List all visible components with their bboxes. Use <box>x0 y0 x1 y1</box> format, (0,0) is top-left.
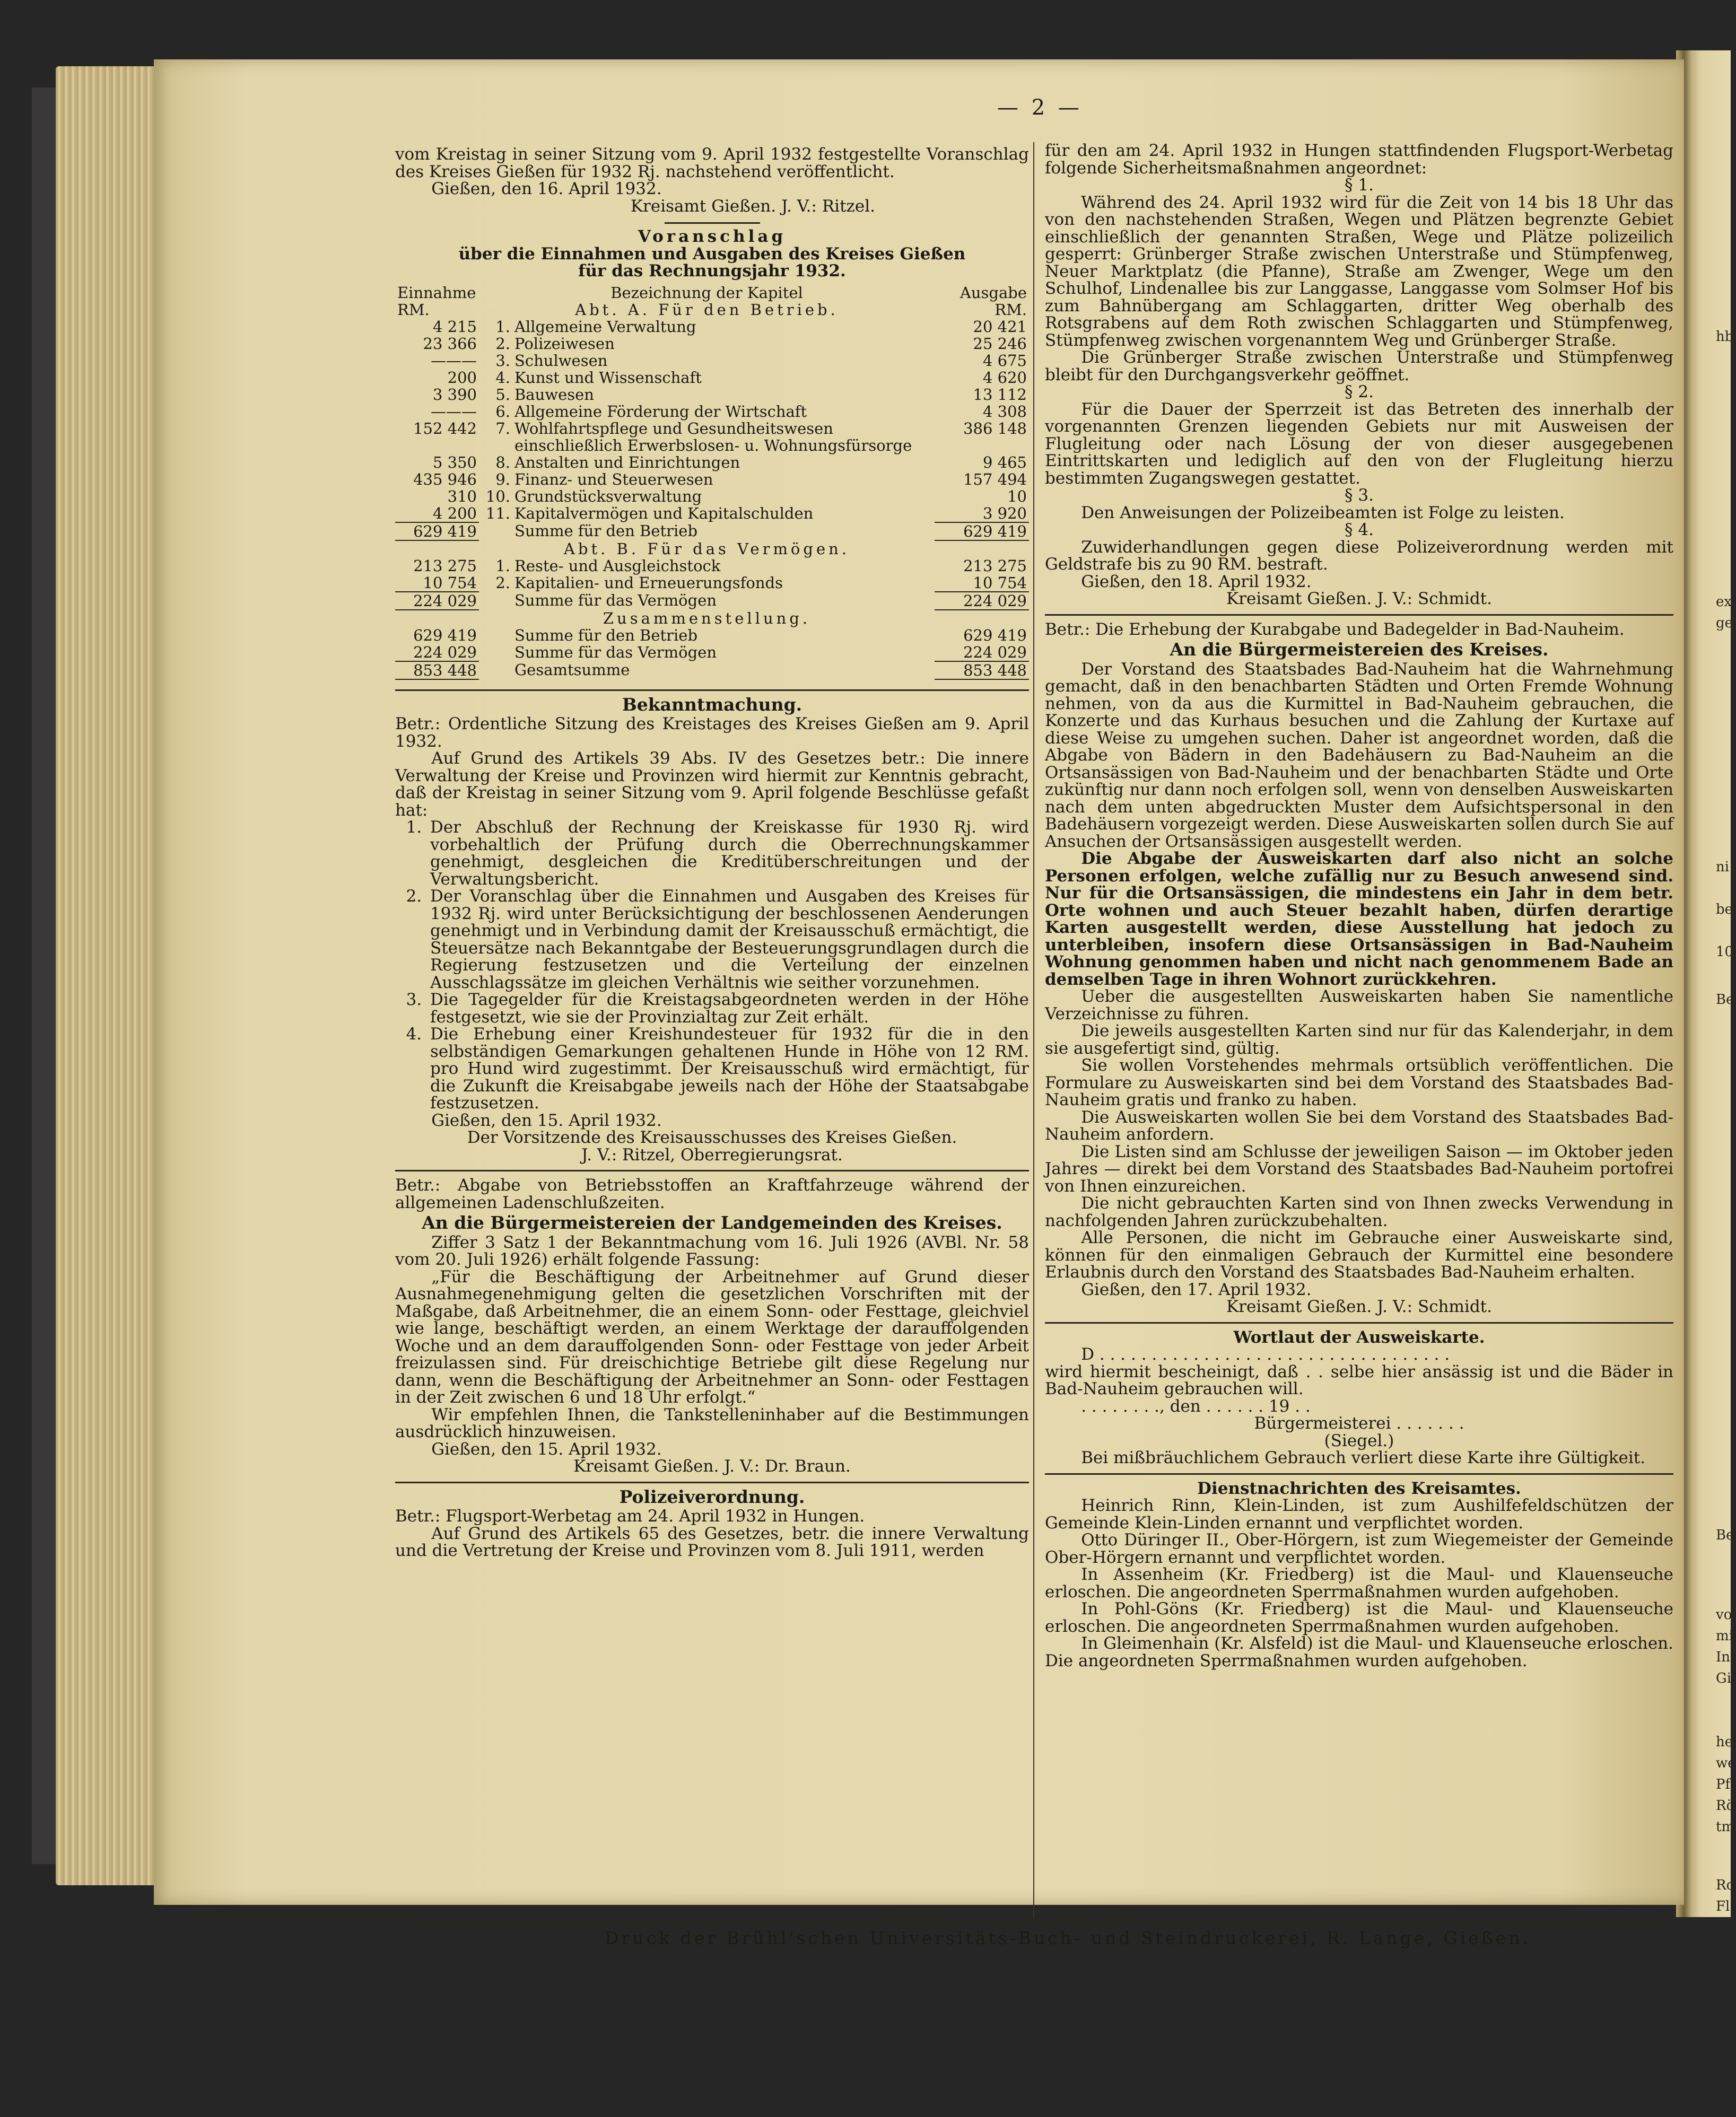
chapter-number: 6. <box>495 402 510 421</box>
facing-page-fragment: vo <box>1716 1607 1732 1623</box>
col-header-ausgabe: Ausgabe <box>959 283 1027 302</box>
list-item: 4. Die Erhebung einer Kreishundesteuer für 1932 für die in den selbständigen Gemarkungen gehaltenen Hunde in Höhe von 12 RM. pro Hund wird zugestimmt. Der Kreisausschuß wird ermächtigt, für die Zukunft die Kreisabgabe jeweils nach der Höhe der Staatsabgabe festzusetzen. <box>427 1026 1029 1112</box>
table-row <box>395 661 1029 679</box>
budget-table <box>395 284 1029 680</box>
bekanntmachung-title: Bekanntmachung. <box>622 694 802 715</box>
chapter-label: Polizeiwesen <box>514 334 615 353</box>
total-label: Gesamtsumme <box>514 660 630 679</box>
einnahme-cell: 10 754 <box>395 574 479 592</box>
total-cell: 853 448 <box>935 661 1029 679</box>
sum-label: Summe für den Betrieb <box>514 521 698 540</box>
facing-page-fragment: Gi <box>1716 1670 1732 1686</box>
ausweiskarte-line: Bei mißbräuchlichem Gebrauch verliert diese Karte ihre Gültigkeit. <box>1081 1448 1646 1467</box>
einnahme-cell: ——— <box>431 351 477 370</box>
section-b-rows <box>395 557 1029 592</box>
table-row <box>395 522 1029 540</box>
dienstnachrichten-item: In Gleimenhain (Kr. Alsfeld) ist die Maul- und Klauenseuche erloschen. Die angeordneten Sperrmaßnahmen wurden aufgehoben. <box>1045 1634 1673 1670</box>
page-number: — 2 — <box>997 95 1083 120</box>
einnahme-cell: 310 <box>447 487 477 505</box>
kurabgabe-title: An die Bürgermeistereien des Kreises. <box>1170 639 1549 660</box>
kurabgabe-paragraph: Die nicht gebrauchten Karten sind von Ihnen zwecks Verwendung in nachfolgenden Jahren zurückzubehalten. <box>1045 1194 1673 1230</box>
ausgabe-cell: 10 754 <box>935 574 1029 592</box>
einnahme-cell: 435 946 <box>413 470 477 488</box>
ausgabe-cell: 386 148 <box>963 419 1027 438</box>
chapter-label: Allgemeine Verwaltung <box>514 317 696 336</box>
bekanntmachung-betr: Betr.: Ordentliche Sitzung des Kreistages des Kreises Gießen am 9. April 1932. <box>395 714 1029 751</box>
paragraph-1-text: Während des 24. April 1932 wird für die Zeit von 14 bis 18 Uhr das von den nachstehenden Straßen, Wegen und Plätzen begrenzte Gebiet einschließlich der genannten Straßen, Wege und Plätze polizeilich gesperrt: Grünberger Straße zwischen Unterstraße und Stümpfenweg, Neuer Marktplatz (die Pfanne), Straße am Zwenger, Wege um den Schulhof, Lindenallee bis zur Langgasse, Langgasse vom Solmser Hof bis zum Bahnübergang am Schlaggarten, dritter Weg oberhalb des Rotsgrabens auf dem Roth zwischen Schlaggarten und Stümpfenweg, Stümpfenweg zwischen vorgenanntem Weg und Grünberger Straße. <box>1045 193 1673 350</box>
facing-page-fragment: Fl <box>1716 1899 1730 1914</box>
sum-cell: 629 419 <box>935 522 1029 540</box>
ausweiskarte-seal: (Siegel.) <box>1324 1431 1394 1450</box>
facing-page-fragment: mi <box>1716 1628 1733 1644</box>
list-item: 2. Der Voranschlag über die Einnahmen und Ausgaben des Kreises für 1932 Rj. wird unter Berücksichtigung der beschlossenen Aenderungen genehmigt und in Verbindung damit der Kreisausschuß ermächtigt, die Steuersätze nach Bekanntgabe der Besteuerungsgrundlagen durch die Regierung festzusetzen und die Verteilung der einzelnen Ausschlagssätze im gleichen Verhältnis wie seither vorzunehmen. <box>427 888 1029 991</box>
ausweiskarte-line: wird hiermit bescheinigt, daß . . selbe hier ansässig ist und die Bäder in Bad-Nauheim gebrauchen will. <box>1045 1362 1673 1398</box>
ausgabe-cell: 13 112 <box>973 385 1027 404</box>
einnahme-cell: 629 419 <box>413 626 477 644</box>
ausgabe-cell: 9 465 <box>982 453 1027 471</box>
table-row <box>395 420 1029 454</box>
printer-imprint: Druck der Brühl'schen Universitäts-Buch- und Steindruckerei, R. Lange, Gießen. <box>605 1928 1531 1948</box>
chapter-label: Wohlfahrtspflege und Gesundheitswesen einschließlich Erwerbslosen- u. Wohnungsfürsorge <box>514 419 912 454</box>
chapter-label: Kapitalvermögen und Kapitalschulden <box>514 504 814 522</box>
polizeiverordnung-place-date: Gießen, den 18. April 1932. <box>1081 572 1312 591</box>
summary-heading: Zusammenstellung. <box>603 609 811 627</box>
einnahme-cell: 224 029 <box>395 644 479 661</box>
ausweiskarte-line: Bürgermeisterei . . . . . . . <box>1254 1414 1464 1433</box>
ausgabe-cell: 157 494 <box>963 470 1027 488</box>
table-row <box>395 488 1029 505</box>
kurabgabe-paragraph: Die jeweils ausgestellten Karten sind nur für das Kalenderjahr, in dem sie ausgefertigt sind, gültig. <box>1045 1021 1673 1058</box>
chapter-number <box>479 627 512 644</box>
ausgabe-cell: 629 419 <box>963 626 1027 644</box>
budget-title: Voranschlag <box>638 227 787 246</box>
chapter-number: 4. <box>495 368 510 387</box>
einnahme-cell: 3 390 <box>432 385 477 404</box>
chapter-label: Kunst und Wissenschaft <box>514 368 702 387</box>
left-column <box>395 146 1029 1560</box>
chapter-label: Reste- und Ausgleichstock <box>514 556 721 575</box>
sum-cell: 224 029 <box>935 592 1029 610</box>
paragraph-3-heading: § 3. <box>1345 486 1374 505</box>
table-row <box>395 335 1029 352</box>
facing-page-fragment: Rö <box>1716 1798 1735 1814</box>
polizeiverordnung-text: Auf Grund des Artikels 65 des Gesetzes, betr. die innere Verwaltung und die Vertretung der Kreise und Provinzen vom 8. Juli 1911, werden <box>395 1524 1029 1560</box>
einnahme-cell: 5 350 <box>432 453 477 471</box>
chapter-label: Kapitalien- und Erneuerungsfonds <box>514 573 783 592</box>
table-row <box>395 644 1029 661</box>
chapter-number: 1. <box>495 317 510 336</box>
section-a-rows <box>395 318 1029 522</box>
paragraph-1-text-2: Die Grünberger Straße zwischen Unterstraße und Stümpfenweg bleibt für den Durchgangsverkehr geöffnet. <box>1045 348 1673 384</box>
kurabgabe-paragraph: Die Abgabe der Ausweiskarten darf also nicht an solche Personen erfolgen, welche zufällig nur zu Besuch anwesend sind. Nur für die Ortsansässigen, die mindestens ein Jahr in dem betr. Orte wohnen und auch Steuer bezahlt haben, dürfen derartige Karten ausgestellt werden, diese Ausstellung hat jedoch zu unterbleiben, insofern diese Ortsansässigen in Bad-Nauheim Wohnung genommen haben und nicht nach genommenem Bade an demselben Tage in ihren Wohnort zurückkehren. <box>1045 849 1673 989</box>
table-row <box>395 454 1029 471</box>
table-row <box>395 369 1029 386</box>
einnahme-cell: 152 442 <box>413 419 477 438</box>
chapter-label: Grundstücksverwaltung <box>514 487 702 505</box>
kurabgabe-paragraph: Sie wollen Vorstehendes mehrmals ortsüblich veröffentlichen. Die Formulare zu Ausweiskarten sind bei dem Vorstand des Staatsbades Bad-Nauheim gratis und franko zu haben. <box>1045 1056 1673 1109</box>
chapter-number: 1. <box>495 556 510 575</box>
paragraph-2-heading: § 2. <box>1345 382 1374 401</box>
bekanntmachung-signature-2: J. V.: Ritzel, Oberregierungsrat. <box>581 1145 843 1165</box>
section-a-heading: Abt. A. Für den Betrieb. <box>575 300 839 319</box>
facing-page-fragment: Ro <box>1716 1877 1735 1893</box>
dienstnachrichten-item: In Assenheim (Kr. Friedberg) ist die Maul- und Klauenseuche erloschen. Die angeordneten Sperrmaßnahmen wurden aufgehoben. <box>1045 1565 1673 1602</box>
polizeiverordnung-continued: für den am 24. April 1932 in Hungen stattfindenden Flugsport-Werbetag folgende Sicherheitsmaßnahmen angeordnet: <box>1045 141 1673 178</box>
chapter-label: Finanz- und Steuerwesen <box>514 470 713 488</box>
polizeiverordnung-betr: Betr.: Flugsport-Werbetag am 24. April 1932 in Hungen. <box>395 1507 865 1526</box>
facing-page-fragment: ge <box>1716 615 1733 631</box>
table-row <box>395 352 1029 369</box>
facing-page-fragment: Pf <box>1716 1777 1731 1792</box>
ausgabe-cell: 3 920 <box>982 504 1027 522</box>
separator <box>395 689 1029 691</box>
facing-page-fragment: tm <box>1716 1819 1735 1835</box>
chapter-number: 8. <box>495 453 510 471</box>
table-row <box>395 403 1029 420</box>
einnahme-cell: 200 <box>447 368 477 387</box>
list-item: 3. Die Tagegelder für die Kreistagsabgeordneten werden in der Höhe festgesetzt, wie sie der Provinzialtag zur Zeit erhält. <box>427 991 1029 1026</box>
facing-page-fragment: Be <box>1716 1527 1734 1543</box>
betriebsstoffe-signature: Kreisamt Gießen. J. V.: Dr. Braun. <box>573 1457 851 1476</box>
chapter-label: Allgemeine Förderung der Wirtschaft <box>514 402 807 421</box>
chapter-label: Anstalten und Einrichtungen <box>514 453 740 471</box>
ausweiskarte-line: . . . . . . . ., den . . . . . . 19 . . <box>1081 1396 1311 1416</box>
ausweiskarte-line: D . . . . . . . . . . . . . . . . . . . . . . . . . . . . . . . . . . <box>1081 1345 1450 1364</box>
intro-signature: Kreisamt Gießen. J. V.: Ritzel. <box>630 196 875 216</box>
facing-page-fragment: 10 <box>1716 944 1734 960</box>
facing-page-fragment: he <box>1716 1734 1733 1750</box>
bekanntmachung-text: Auf Grund des Artikels 39 Abs. IV des Gesetzes betr.: Die innere Verwaltung der Kreise und Provinzen wird hiermit zur Kenntnis gebracht, daß der Kreistag in seiner Sitzung vom 9. April folgende Beschlüsse gefaßt hat: <box>395 749 1029 820</box>
resolutions-list <box>395 819 1029 1112</box>
sum-cell: 629 419 <box>395 522 479 540</box>
kurabgabe-paragraph: Der Vorstand des Staatsbades Bad-Nauheim hat die Wahrnehmung gemacht, daß in den benachbarten Städten und Orten Fremde Wohnung nehmen, von da aus die Kurmittel in Bad-Nauheim gebrauchen, die Konzerte und das Kurhaus besuchen und die Zahlung der Kurtaxe auf diese Weise zu umgehen suchen. Daher ist angeordnet worden, daß die Abgabe von Bädern in den Badehäusern zu Bad-Nauheim an die Ortsansässigen von Bad-Nauheim und der benachbarten Städte und Orte zukünftig nur dann noch erfolgen soll, wenn von denselben Ausweiskarten nach dem unten abgedruckten Muster dem Aufsichtspersonal in den Badehäusern vorgezeigt werden. Diese Ausweiskarten sollen durch Sie auf Ansuchen der Ortsansässigen ausgestellt werden. <box>1045 659 1673 851</box>
ausgabe-cell: 20 421 <box>973 317 1027 336</box>
dienstnachrichten-title: Dienstnachrichten des Kreisamtes. <box>1197 1479 1521 1498</box>
ausgabe-cell: 4 620 <box>982 368 1027 387</box>
ausgabe-cell: 25 246 <box>973 334 1027 353</box>
kurabgabe-paragraph: Die Ausweiskarten wollen Sie bei dem Vorstand des Staatsbades Bad-Nauheim anfordern. <box>1045 1107 1673 1144</box>
separator <box>1045 1473 1673 1475</box>
facing-page-fragment: hb <box>1716 329 1734 345</box>
ausgabe-cell: 224 029 <box>935 644 1029 661</box>
col-header-einnahme: Einnahme <box>397 283 476 302</box>
betriebsstoffe-text-1: Ziffer 3 Satz 1 der Bekanntmachung vom 16. Juli 1926 (AVBl. Nr. 58 vom 20. Juli 1926) erhält folgende Fassung: <box>395 1232 1029 1269</box>
chapter-number: 10. <box>485 487 510 505</box>
kurabgabe-place-date: Gießen, den 17. April 1932. <box>1081 1280 1312 1299</box>
kurabgabe-signature: Kreisamt Gießen. J. V.: Schmidt. <box>1226 1297 1492 1316</box>
chapter-number: 3. <box>495 351 510 370</box>
unit-label: RM. <box>397 300 430 319</box>
table-row <box>395 505 1029 522</box>
budget-subtitle-2: für das Rechnungsjahr 1932. <box>578 261 846 281</box>
chapter-label: Summe für den Betrieb <box>514 626 698 644</box>
facing-page-fragment: be <box>1716 902 1733 917</box>
betriebsstoffe-text-2: Wir empfehlen Ihnen, die Tankstelleninhaber auf die Bestimmungen ausdrücklich hinzuweisen. <box>395 1405 1029 1441</box>
ausgabe-cell: 4 675 <box>982 351 1027 370</box>
sum-cell: 224 029 <box>395 592 479 610</box>
paragraph-1-heading: § 1. <box>1345 176 1374 195</box>
sum-label: Summe für das Vermögen <box>514 591 717 609</box>
ausgabe-cell: 10 <box>1007 487 1027 505</box>
ausgabe-cell: 4 308 <box>982 402 1027 421</box>
separator <box>395 1482 1029 1483</box>
page-stack-edge <box>56 66 156 1885</box>
einnahme-cell: 23 366 <box>423 334 477 353</box>
chapter-number: 11. <box>485 504 510 522</box>
chapter-number: 5. <box>495 385 510 404</box>
total-cell: 853 448 <box>395 661 479 679</box>
column-rule <box>1033 142 1034 1919</box>
table-row <box>395 557 1029 574</box>
separator <box>665 222 760 224</box>
right-column <box>1045 142 1673 1669</box>
bekanntmachung-signature-1: Der Vorsitzende des Kreisausschusses des Kreises Gießen. <box>467 1128 957 1147</box>
paragraph-4-heading: § 4. <box>1345 520 1374 539</box>
unit-label: RM. <box>995 300 1027 319</box>
separator <box>1045 1322 1673 1324</box>
facing-page-fragment: In <box>1716 1649 1731 1665</box>
chapter-number: 2. <box>495 573 510 592</box>
einnahme-cell: 4 215 <box>432 317 477 336</box>
kurabgabe-betr: Betr.: Die Erhebung der Kurabgabe und Badegelder in Bad-Nauheim. <box>1045 619 1625 639</box>
footer-rule <box>408 1920 1673 1921</box>
list-item: 1. Der Abschluß der Rechnung der Kreiskasse für 1930 Rj. wird vorbehaltlich der Prüfung durch die Oberrechnungskammer genehmigt, desgleichen die Kreditüberschreitungen und der Verwaltungsbericht. <box>427 819 1029 888</box>
chapter-label: Schulwesen <box>514 351 608 370</box>
separator <box>1045 614 1673 616</box>
intro-place-date: Gießen, den 16. April 1932. <box>431 179 662 198</box>
section-b-heading: Abt. B. Für das Vermögen. <box>563 539 850 558</box>
budget-subtitle-1: über die Einnahmen und Ausgaben des Kreises Gießen <box>458 244 966 264</box>
paragraph-2-text: Für die Dauer der Sperrzeit ist das Betreten des innerhalb der vorgenannten Grenzen liegenden Gebiets nur mit Ausweisen der Flugleitung oder nach Lösung der von dieser ausgegebenen Eintrittskarten und lediglich auf den von der Flugleitung hierzu bestimmten Zugangswegen gestattet. <box>1045 399 1673 488</box>
summary-rows <box>395 627 1029 661</box>
table-row <box>395 627 1029 644</box>
polizeiverordnung-title: Polizeiverordnung. <box>619 1486 805 1507</box>
kurabgabe-paragraph: Die Listen sind am Schlusse der jeweiligen Saison — im Oktober jeden Jahres — direkt bei dem Vorstand des Staatsbades Bad-Nauheim portofrei von Ihnen einzureichen. <box>1045 1142 1673 1196</box>
dienstnachrichten-item: Heinrich Rinn, Klein-Linden, ist zum Aushilfefeldschützen der Gemeinde Klein-Linden ernannt und verpflichtet worden. <box>1045 1496 1673 1533</box>
kurabgabe-paragraph: Ueber die ausgestellten Ausweiskarten haben Sie namentliche Verzeichnisse zu führen. <box>1045 987 1673 1023</box>
einnahme-cell: ——— <box>431 402 477 421</box>
betriebsstoffe-title: An die Bürgermeistereien der Landgemeinden des Kreises. <box>422 1212 1002 1233</box>
betriebsstoffe-betr: Betr.: Abgabe von Betriebsstoffen an Kraftfahrzeuge während der allgemeinen Ladenschlußzeiten. <box>395 1176 1029 1212</box>
einnahme-cell: 4 200 <box>432 504 477 522</box>
chapter-number: 7. <box>495 419 510 438</box>
einnahme-cell: 213 275 <box>413 556 477 575</box>
facing-page-fragment: we <box>1716 1755 1736 1771</box>
betriebsstoffe-place-date: Gießen, den 15. April 1932. <box>431 1439 662 1459</box>
table-row <box>395 592 1029 610</box>
facing-page-fragment: ex <box>1716 594 1732 610</box>
chapter-number: 9. <box>495 470 510 488</box>
chapter-label: Bauwesen <box>514 385 594 404</box>
facing-page-fragment: Be <box>1716 992 1734 1008</box>
table-row <box>395 318 1029 335</box>
intro-text: vom Kreistag in seiner Sitzung vom 9. April 1932 festgestellte Voranschlag des Kreises Gießen für 1932 Rj. nachstehend veröffentlicht. <box>395 145 1029 181</box>
facing-page-fragment: ni <box>1716 859 1730 875</box>
dienstnachrichten-item: Otto Düringer II., Ober-Hörgern, ist zum Wiegemeister der Gemeinde Ober-Hörgern ernannt und verpflichtet worden. <box>1045 1530 1673 1567</box>
chapter-label: Summe für das Vermögen <box>514 643 717 661</box>
ausweiskarte-title: Wortlaut der Ausweiskarte. <box>1233 1327 1485 1347</box>
kurabgabe-paragraph: Alle Personen, die nicht im Gebrauche einer Ausweiskarte sind, können für den einmaligen Gebrauch der Kurmittel eine besondere Erlaubnis durch den Vorstand des Staatsbades Bad-Nauheim erhalten. <box>1045 1228 1673 1282</box>
ausgabe-cell: 213 275 <box>963 556 1027 575</box>
table-row <box>395 471 1029 488</box>
separator <box>395 1170 1029 1171</box>
chapter-number <box>479 644 512 661</box>
paragraph-3-text: Den Anweisungen der Polizeibeamten ist Folge zu leisten. <box>1081 503 1565 522</box>
dienstnachrichten-item: In Pohl-Göns (Kr. Friedberg) ist die Maul- und Klauenseuche erloschen. Die angeordneten Sperrmaßnahmen wurden aufgehoben. <box>1045 1599 1673 1636</box>
chapter-number: 2. <box>495 334 510 353</box>
polizeiverordnung-signature: Kreisamt Gießen. J. V.: Schmidt. <box>1226 589 1492 608</box>
bekanntmachung-place-date: Gießen, den 15. April 1932. <box>431 1110 662 1130</box>
betriebsstoffe-quote: „Für die Beschäftigung der Arbeitnehmer auf Grund dieser Ausnahmegenehmigung gelten die gesetzlichen Vorschriften mit der Maßgabe, daß Arbeitnehmer, die an einem Sonn- oder Festtage, gleichviel wie lange, beschäftigt werden, an einem Werktage der darauffolgenden Woche und an dem darauffolgenden Sonn- oder Festtage von jeder Arbeit freizulassen sind. Für dreischichtige Betriebe gilt diese Regelung nur dann, wenn die Beschäftigung der Arbeitnehmer an Sonn- oder Festtagen in der Zeit zwischen 6 und 18 Uhr erfolgt.“ <box>395 1267 1029 1407</box>
table-row <box>395 574 1029 592</box>
table-row <box>395 386 1029 403</box>
col-header-bezeichnung: Bezeichnung der Kapitel <box>610 283 803 302</box>
paragraph-4-text: Zuwiderhandlungen gegen diese Polizeiverordnung werden mit Geldstrafe bis zu 90 RM. bestraft. <box>1045 537 1673 574</box>
